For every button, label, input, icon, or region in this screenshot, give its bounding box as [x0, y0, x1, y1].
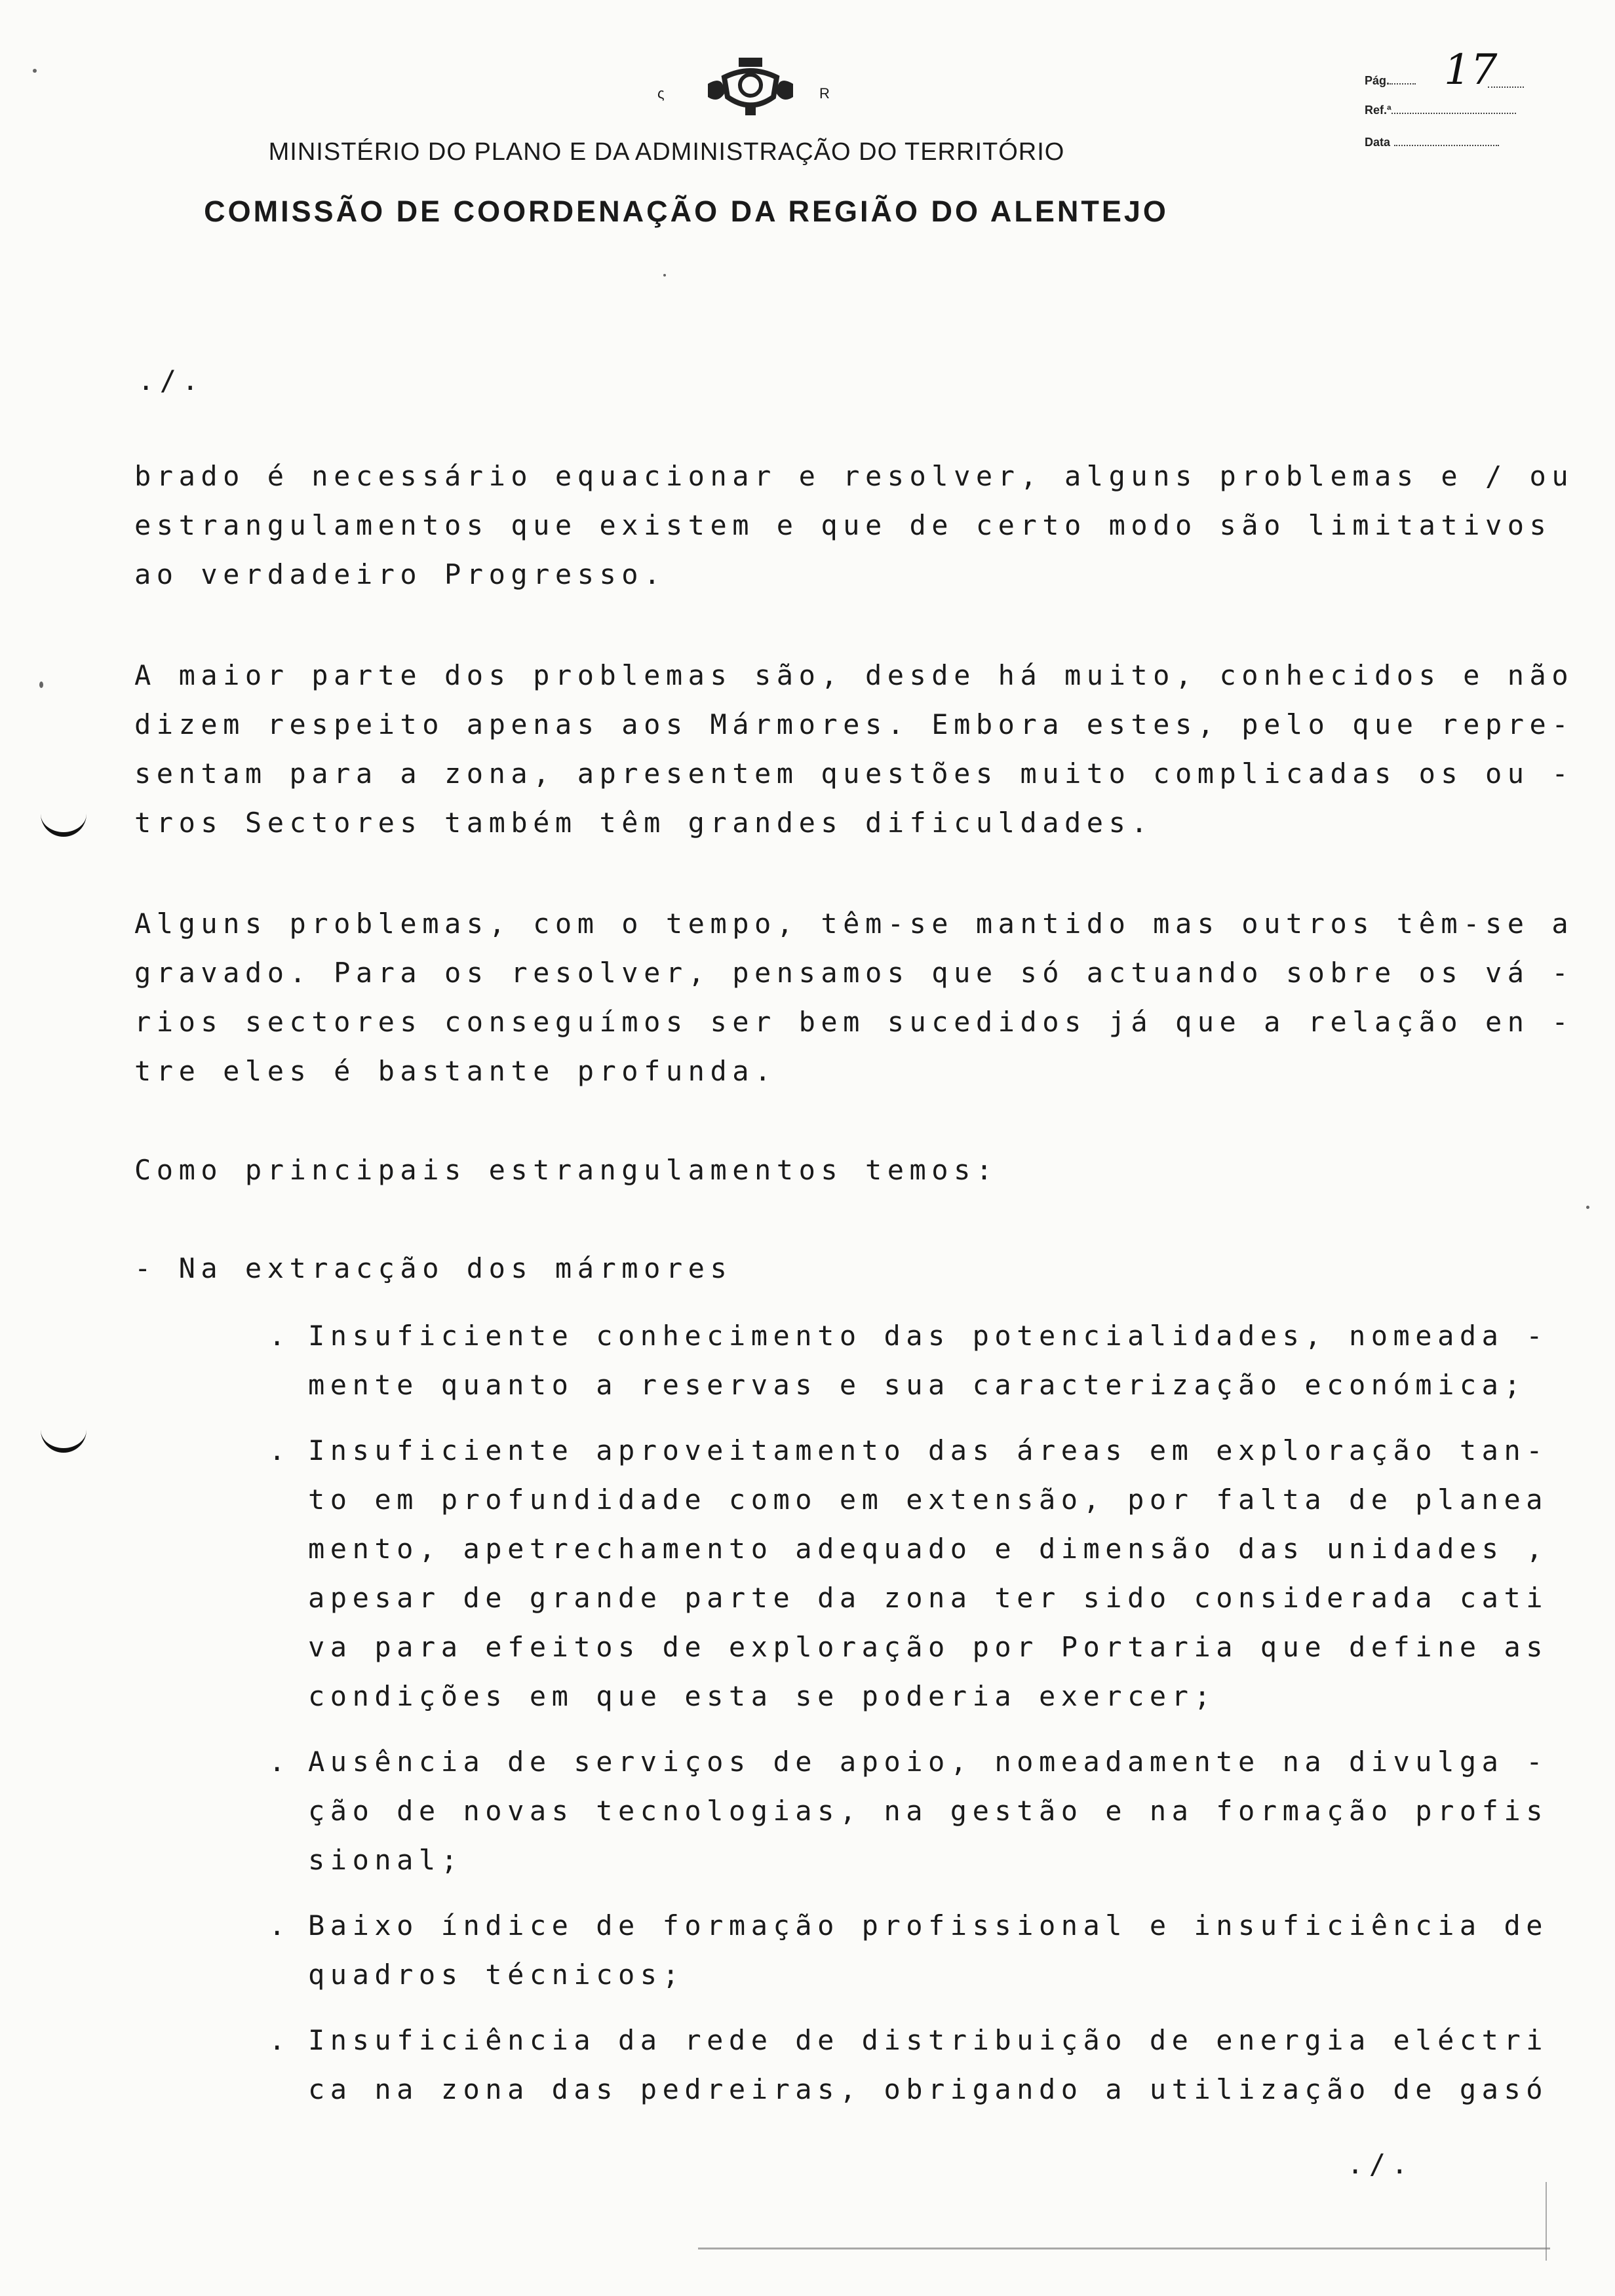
text-line: apesar de grande parte da zona ter sido considerada cati — [308, 1582, 1549, 1614]
ref-label: Ref.ª — [1365, 104, 1391, 117]
text-line: ca na zona das pedreiras, obrigando a utilização de gasó — [308, 2073, 1549, 2105]
scan-speck — [663, 274, 666, 277]
coat-of-arms-emblem — [705, 58, 796, 117]
emblem-icon — [705, 58, 796, 117]
page-number-handwritten: 17 — [1444, 46, 1498, 94]
text-line: Alguns problemas, com o tempo, têm-se mantido mas outros têm-se a — [134, 908, 1574, 940]
continuation-mark-top: ./. — [138, 364, 204, 396]
text-line: Baixo índice de formação profissional e insuficiência de — [308, 1909, 1549, 1942]
text-line: to em profundidade como em extensão, por falta de planea — [308, 1483, 1549, 1516]
text-line: Insuficiente aproveitamento das áreas em exploração tan- — [308, 1434, 1549, 1466]
page-dots — [1488, 86, 1524, 88]
text-line: tre eles é bastante profunda. — [134, 1055, 777, 1087]
text-line: Insuficiência da rede de distribuição de energia eléctri — [308, 2024, 1549, 2056]
section-intro: Como principais estrangulamentos temos: — [134, 1154, 998, 1186]
text-line: A maior parte dos problemas são, desde há muito, conhecidos e não — [134, 659, 1574, 691]
text-line: ao verdadeiro Progresso. — [134, 558, 666, 590]
text-line: mente quanto a reservas e sua caracterização económica; — [308, 1369, 1527, 1401]
text-line: ção de novas tecnologias, na gestão e na formação profis — [308, 1795, 1549, 1827]
text-line: tros Sectores também têm grandes dificuldades. — [134, 807, 1154, 839]
text-line: brado é necessário equacionar e resolver, alguns problemas e / ou — [134, 460, 1574, 492]
text-line: sional; — [308, 1844, 463, 1876]
scan-speck — [1586, 1206, 1589, 1209]
scan-edge-line — [698, 2248, 1550, 2249]
text-line: Ausência de serviços de apoio, nomeadamente na divulga - — [308, 1746, 1549, 1778]
text-line: dizem respeito apenas aos Mármores. Embora estes, pelo que repre- — [134, 708, 1574, 740]
text-line: mento, apetrechamento adequado e dimensão das unidades , — [308, 1533, 1549, 1565]
scan-speck — [39, 681, 43, 688]
text-line: estrangulamentos que existem e que de certo modo são limitativos — [134, 509, 1552, 541]
subsection-heading: - Na extracção dos mármores — [134, 1252, 733, 1284]
text-line: condições em que esta se poderia exercer; — [308, 1680, 1216, 1712]
bullet-marker: . — [269, 1320, 291, 1352]
bullet-marker: . — [269, 1746, 291, 1778]
bullet-marker: . — [269, 2024, 291, 2056]
scan-speck — [33, 69, 37, 73]
continuation-mark-bottom: ./. — [1347, 2148, 1414, 2180]
text-line: va para efeitos de exploração por Portaria que define as — [308, 1631, 1549, 1663]
text-line: quadros técnicos; — [308, 1959, 685, 1991]
date-label: Data — [1365, 136, 1391, 149]
bullet-marker: . — [269, 1434, 291, 1466]
ministry-heading: MINISTÉRIO DO PLANO E DA ADMINISTRAÇÃO DO TERRITÓRIO — [268, 138, 1065, 166]
bullet-marker: . — [269, 1909, 291, 1942]
text-line: Insuficiente conhecimento das potencialidades, nomeada - — [308, 1320, 1549, 1352]
binder-hole-mark — [41, 806, 87, 837]
scan-edge-line — [1546, 2182, 1547, 2261]
text-line: gravado. Para os resolver, pensamos que só actuando sobre os vá - — [134, 957, 1574, 989]
text-line: rios sectores conseguímos ser bem sucedidos já que a relação en - — [134, 1006, 1574, 1038]
binder-hole-mark — [41, 1422, 87, 1453]
text-line: sentam para a zona, apresentem questões muito complicadas os ou - — [134, 757, 1574, 790]
commission-heading: COMISSÃO DE COORDENAÇÃO DA REGIÃO DO ALENTEJO — [204, 195, 1169, 228]
emblem-right-mark: R — [819, 85, 830, 102]
page-label: Pág. — [1365, 74, 1390, 87]
emblem-left-mark: ⁠ς — [657, 85, 665, 102]
